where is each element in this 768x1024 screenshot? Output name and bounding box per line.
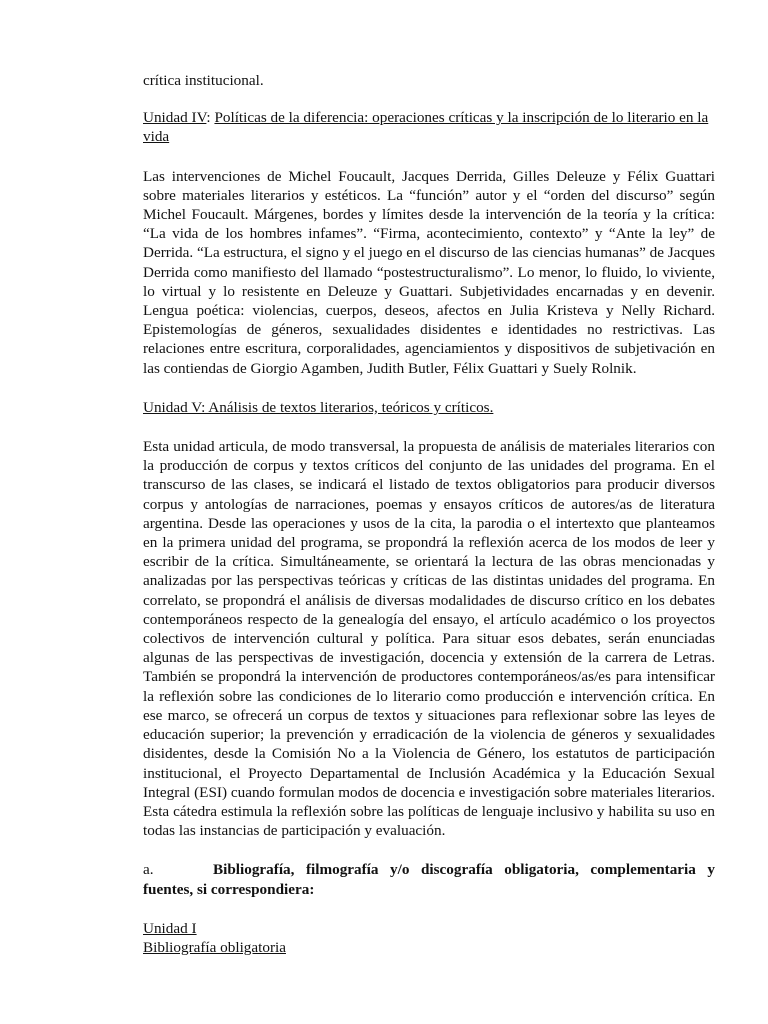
list-marker: a.	[143, 861, 154, 879]
bibliography-title: Bibliografía, filmografía y/o discografía obligatoria, complementaria y fuentes, si correspondiera:	[143, 861, 715, 898]
unit-4-paragraph: Las intervenciones de Michel Foucault, Jacques Derrida, Gilles Deleuze y Félix Guattari sobre materiales literarios y estéticos. La “función” autor y el “orden del discurso” según Michel Foucault. Márgenes, bordes y límites desde la intervención de la teoría y la crítica: “La vida de los hombres infames”. “Firma, acontecimiento, contexto” y “Ante la ley” de Derrida. “La estructura, el signo y el juego en el discurso de las ciencias humanas” de Jacques Derrida como manifiesto del llamado “postestructuralismo”. Lo menor, lo fluido, lo viviente, lo virtual y lo resistente en Deleuze y Guattari. Subjetividades encarnadas y en devenir. Lengua poética: violencias, cuerpos, deseos, afectos en Julia Kristeva y Nelly Richard. Epistemologías de géneros, sexualidades disidentes e identidades no restrictivas. Las relaciones entre escritura, corporalidades, agenciamientos y dispositivos de subjetivación en las contiendas de Giorgio Agamben, Judith Butler, Félix Guattari y Suely Rolnik.	[143, 167, 715, 377]
bibliography-heading	[143, 860, 715, 898]
unit-1-heading: Unidad I	[143, 919, 197, 937]
unit-4-heading	[143, 108, 715, 146]
unit-5-paragraph: Esta unidad articula, de modo transversal, la propuesta de análisis de materiales literarios con la producción de corpus y textos críticos del conjunto de las unidades del programa. En el transcurso de las clases, se indicará el listado de textos obligatorios para producir diversos corpus y antologías de narraciones, poemas y ensayos críticos de autores/as de literatura argentina. Desde las operaciones y usos de la cita, la parodia o el intertexto que planteamos en la primera unidad del programa, se propondrá la reflexión acerca de los modos de leer y escribir de la crítica. Simultáneamente, se orientará la lectura de las obras mencionadas y analizadas por las perspectivas teóricas y críticas de las distintas unidades del programa. En correlato, se propondrá el análisis de diversas modalidades de discurso crítico en los debates contemporáneos respecto de la genealogía del ensayo, el artículo académico o los proyectos colectivos de intervención cultural y política. Para situar esos debates, serán enunciadas algunas de las perspectivas de investigación, docencia y extensión de la carrera de Letras. También se propondrá la intervención de productores contemporáneos/as/es para intensificar la reflexión sobre las condiciones de lo literario como producción e intervención crítica. En ese marco, se ofrecerá un corpus de textos y situaciones para reflexionar sobre las leyes de educación superior; la prevención y erradicación de la violencia de géneros y sexualidades disidentes, desde la Comisión No a la Violencia de Género, los estatutos de participación institucional, el Proyecto Departamental de Inclusión Académica y la Educación Sexual Integral (ESI) cuando formulan modos de docencia e investigación sobre materiales literarios. Esta cátedra estimula la reflexión sobre las políticas de lenguaje inclusivo y habilita su uso en todas las instancias de participación y evaluación.	[143, 438, 715, 840]
unit-5-heading: Unidad V: Análisis de textos literarios, teóricos y críticos.	[143, 398, 494, 416]
unit-4-separator: :	[206, 109, 215, 127]
unit-4-title: Políticas de la diferencia: operaciones críticas y la inscripción de lo literario en la vida	[143, 109, 709, 146]
document-body	[143, 71, 715, 957]
unit-4-label: Unidad IV	[143, 109, 207, 127]
intro-line: crítica institucional.	[143, 72, 264, 89]
unit-1-subheading: Bibliografía obligatoria	[143, 938, 286, 956]
